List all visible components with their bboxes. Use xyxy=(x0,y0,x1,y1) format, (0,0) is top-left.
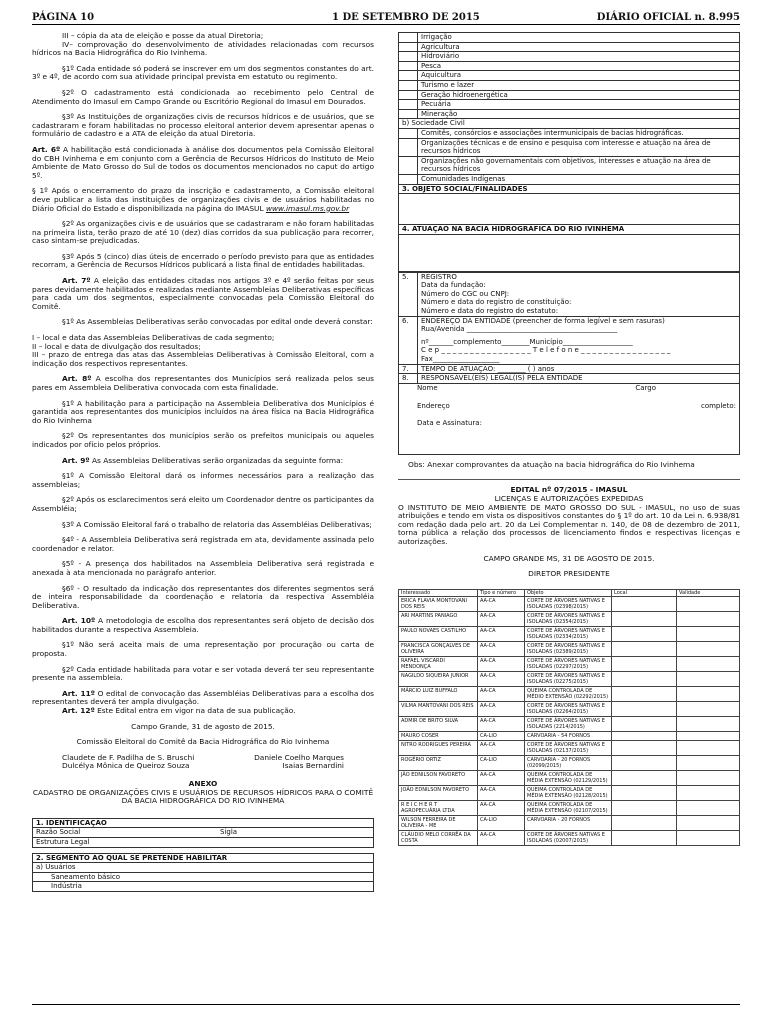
option-mineracao[interactable]: Mineração xyxy=(418,109,740,119)
annex-subtitle: CADASTRO DE ORGANIZAÇÕES CIVIS E USUÁRIOS DE RECURSOS HÍDRICOS PARA O COMITÊ DA BACIA HIDROGRÁFICA DO RIO IVINHEMA xyxy=(32,787,374,806)
table-cell: JOÃO EDNILSON FAVORETO xyxy=(399,785,478,800)
paragraph: IV– comprovação do desenvolvimento de atividades relacionadas com recursos hídricos na Bacia Hidrográfica do Rio Ivinhema. xyxy=(32,39,374,58)
table-cell xyxy=(677,815,740,830)
table-row xyxy=(399,716,740,731)
table-row xyxy=(399,701,740,716)
page-number: PÁGINA 10 xyxy=(32,12,95,23)
col-objeto: Objeto xyxy=(525,589,612,596)
table-cell xyxy=(612,671,677,686)
footer-rule xyxy=(32,1004,740,1005)
tempo-atuacao-field[interactable]: TEMPO DE ATUAÇÃO: ________ ( ) anos xyxy=(418,364,740,374)
table-cell: CARVOARIA - 20 FORNOS (02099/2015) xyxy=(525,755,612,770)
table-row xyxy=(399,656,740,671)
place-date: Campo Grande, 31 de agosto de 2015. xyxy=(131,721,275,731)
table-cell xyxy=(677,656,740,671)
table-cell: ADMIR DE BRITO SILVA xyxy=(399,716,478,731)
paragraph: §1º As Assembleias Deliberativas serão convocadas por edital onde deverá constar: xyxy=(62,317,373,327)
estrutura-legal-field[interactable]: Estrutura Legal xyxy=(33,837,374,847)
table-row xyxy=(399,815,740,830)
table-row xyxy=(399,785,740,800)
article-9: Art. 9º As Assembleias Deliberativas serão organizadas da seguinte forma: xyxy=(62,455,344,465)
paragraph: §1º Não será aceita mais de uma representação por procuração ou carta de proposta. xyxy=(32,640,374,659)
table-cell xyxy=(677,671,740,686)
paragraph: §2º Após os esclarecimentos será eleito um Coordenador dentre os participantes da Assembléia; xyxy=(32,495,374,513)
table-cell: CORTE DE ÁRVORES NATIVAS E ISOLADAS (02398/2015) xyxy=(525,596,612,611)
annex-title: ANEXO xyxy=(188,779,218,788)
option-irrigacao[interactable]: Irrigação xyxy=(418,33,740,43)
table-cell: AA-CA xyxy=(478,830,525,845)
article-11: Art. 11º O edital de convocação das Assembléias Deliberativas para a escolha dos representantes deverá ter ampla divulgação. xyxy=(32,688,374,707)
option-pesca[interactable]: Pesca xyxy=(418,61,740,71)
table-row xyxy=(399,731,740,740)
table-row xyxy=(399,830,740,845)
table-cell xyxy=(612,770,677,785)
edital-subtitle: LICENÇAS E AUTORIZAÇÕES EXPEDIDAS xyxy=(494,494,644,503)
paragraph: §4º - A Assembleia Deliberativa será registrada em ata, devidamente assinada pelo coordenador e relator. xyxy=(32,535,374,553)
article-12: Art. 12º Este Edital entra em vigor na data de sua publicação. xyxy=(62,706,296,716)
option-org-tecnicas[interactable]: Organizações técnicas e de ensino e pesquisa com interesse e atuação na área de recursos hídricos xyxy=(418,138,740,156)
paragraph: §2º As organizações civis e de usuários que se cadastraram e não foram habilitadas na primeira lista, terão prazo de até 10 (dez) dias corridos da sua publicação para recorrer, caso sintam-se prejudicadas. xyxy=(32,219,374,246)
endereco-block[interactable]: ENDEREÇO DA ENTIDADE (preencher de forma legível e sem rasuras) Rua/Avenida ___________________________________________ nº_______complemento________Município____________________ C e p _ _ _ _ _ _ _ _ _ _ _ _ _ _ _ _ T e l e f o n e _ _ _ _ _ _ _ _ _ _ _ _ _ _ _ _ Fax___________________ xyxy=(418,316,740,364)
table-cell: CORTE DE ÁRVORES NATIVAS E ISOLADAS (02007/2015) xyxy=(525,830,612,845)
licences-table xyxy=(398,589,740,846)
objeto-social-field[interactable] xyxy=(399,194,740,225)
list-item: III – prazo de entrega das atas das Assembleias Deliberativas à Comissão Eleitoral, com a indicação dos respectivos representantes. xyxy=(32,350,374,368)
table-cell xyxy=(677,626,740,641)
table-cell: CA-LIO xyxy=(478,815,525,830)
paragraph: §1º A habilitação para a participação na Assembleia Deliberativa dos Municípios é garantida aos representantes dos municípios incluídos na área física na Bacia Hidrográfica do Rio Ivinhema xyxy=(32,398,374,425)
table-cell xyxy=(612,596,677,611)
table-cell xyxy=(677,716,740,731)
table-cell: CORTE DE ÁRVORES NATIVAS E ISOLADAS (02264/2015) xyxy=(525,701,612,716)
table-cell: CARVOARIA - 20 FORNOS xyxy=(525,815,612,830)
paragraph: III – cópia da ata de eleição e posse da atual Diretoria; xyxy=(62,31,264,40)
table-cell xyxy=(677,641,740,656)
table-cell xyxy=(612,800,677,815)
option-saneamento[interactable]: Saneamento básico xyxy=(33,872,374,882)
option-aquicultura[interactable]: Aquicultura xyxy=(418,71,740,81)
table-cell xyxy=(612,830,677,845)
table-cell xyxy=(612,716,677,731)
table-row xyxy=(399,800,740,815)
registration-form-part-2 xyxy=(398,32,740,272)
table-cell: AA-CA xyxy=(478,611,525,626)
table-cell xyxy=(677,701,740,716)
edital-place-date: CAMPO GRANDE MS, 31 DE AGOSTO DE 2015. xyxy=(483,553,655,563)
article-7: Art. 7º A eleição das entidades citadas nos artigos 3º e 4º serão feitas por seus pares devidamente habilitados e realizadas mediante Assembleias Deliberativas específicas para cada um dos segmentos, especialmente convocadas pela Comissão Eleitoral do Comitê. xyxy=(32,276,374,311)
table-cell: AA-CA xyxy=(478,716,525,731)
paragraph: §1º Cada entidade só poderá se inscrever em um dos segmentos constantes do art. 3º e 4º, de acordo com sua atividade principal prevista em estatuto ou regimento. xyxy=(32,63,374,82)
table-cell xyxy=(677,800,740,815)
paragraph: §3º As Instituições de organizações civis de recursos hídricos e de usuários, que se cadastraram e foram habilitadas no processo eleitoral anterior devem apresentar apenas o formulário de cadastro e a ATA de eleição da atual Diretoria. xyxy=(32,112,374,139)
option-hidroviario[interactable]: Hidroviário xyxy=(418,52,740,62)
paragraph: §6º - O resultado da indicação dos representantes dos diferentes segmentos será de inteira responsabilidade da coordenação e relatoria da respectiva Assembléia Deliberativa. xyxy=(32,583,374,610)
commission-name: Comissão Eleitoral do Comitê da Bacia Hidrográfica do Rio Ivinhema xyxy=(76,737,330,747)
table-cell: FRANCISCA GONÇALVES DE OLIVEIRA xyxy=(399,641,478,656)
table-cell: AA-CA xyxy=(478,656,525,671)
responsavel-header: RESPONSÁVEL(EIS) LEGAL(IS) PELA ENTIDADE xyxy=(418,374,740,384)
civil-society-group: b) Sociedade Civil xyxy=(399,119,740,129)
table-cell xyxy=(612,611,677,626)
col-local: Local xyxy=(612,589,677,596)
edital-title: EDITAL nº 07/2015 - IMASUL xyxy=(510,485,628,495)
table-cell: AA-CA xyxy=(478,671,525,686)
table-cell: CA-LIO xyxy=(478,731,525,740)
edital-director: DIRETOR PRESIDENTE xyxy=(528,569,610,579)
registration-form-part-3: 5. REGISTRO Data da fundação: Número do CGC ou CNPJ: Número e data do registro de constituição: Número e data do registro do estatuto: 6. ENDEREÇO DA ENTIDADE (preencher de forma legível e sem rasuras) Rua/Avenida ___________________________________________ nº_______complemento________Município____________________ C e p _ _ _ _ _ _ _ _ _ _ _ _ _ _ _ _ T e l e f o n e _ _ _ _ _ _ _ _ _ _ _ _ _ _ _ _ Fax___________________ 7. TEMPO DE ATUAÇÃO: ________ ( ) anos 8. RESPONSÁVEL(EIS) LEGAL(IS) PELA ENTIDADE Nome Cargo Endereço completo: Data e Assinatura: xyxy=(398,272,740,455)
table-cell: CORTE DE ÁRVORES NATIVAS E ISOLADAS (2214/2015) xyxy=(525,716,612,731)
issue-date: 1 DE SETEMBRO DE 2015 xyxy=(332,12,480,23)
paragraph: §3º A Comissão Eleitoral fará o trabalho de relatoria das Assembléias Deliberativas; xyxy=(62,519,372,529)
option-industria[interactable]: Indústria xyxy=(33,882,374,892)
paragraph: §5º - A presença dos habilitados na Assembleia Deliberativa será registrada e anexada à ata mencionada no parágrafo anterior. xyxy=(32,559,374,577)
table-cell: QUEIMA CONTROLADA DE MÉDIA EXTENSÃO (02129/2015) xyxy=(525,770,612,785)
table-cell: QUEIMA CONTROLADA DE MÉDIO EXTENSÃO (02292/2015) xyxy=(525,686,612,701)
table-cell xyxy=(677,611,740,626)
article-6: Art. 6º A habilitação está condicionada à análise dos documentos pela Comissão Eleitoral do CBH Ivinhema e em conjunto com a Gerência de Recursos Hídricos do Instituto de Meio Ambiente de Mato Grosso do Sul de todos os documentos mencionados no caput do artigo 5º. xyxy=(32,144,374,180)
paragraph: §3º Após 5 (cinco) dias úteis de encerrado o período previsto para que as entidades recorram, a Gerência de Recursos Hídricos publicará a lista final de entidades habilitadas. xyxy=(32,251,374,270)
table-cell: RAFAEL VISCARDI MENDONÇA xyxy=(399,656,478,671)
table-cell xyxy=(677,770,740,785)
users-group: a) Usuários xyxy=(33,863,374,873)
option-geracao[interactable]: Geração hidroenergética xyxy=(418,90,740,100)
header-rule xyxy=(32,24,740,25)
table-cell xyxy=(612,731,677,740)
col-tipo: Tipo e número xyxy=(478,589,525,596)
section-atuacao: 4. ATUAÇÃO NA BACIA HIDROGRÁFICA DO RIO IVINHEMA xyxy=(399,225,740,235)
table-cell xyxy=(612,686,677,701)
table-cell xyxy=(612,701,677,716)
table-cell: CARVOARIA - 54 FORNOS xyxy=(525,731,612,740)
paragraph: §1º A Comissão Eleitoral dará os informes necessários para a realização das assembleias; xyxy=(32,471,374,489)
signatures-row-1: Claudete de F. Padilha de S. Bruschi Daniele Coelho Marques xyxy=(62,752,344,762)
table-cell xyxy=(677,830,740,845)
table-cell: CORTE DE ÁRVORES NATIVAS E ISOLADAS (02354/2015) xyxy=(525,611,612,626)
list-item: I – local e data das Assembleias Deliberativas de cada segmento; xyxy=(32,333,275,343)
razao-social-field[interactable]: Razão Social xyxy=(33,828,218,838)
table-row xyxy=(399,641,740,656)
table-cell: NAGILDO SIQUEIRA JUNIOR xyxy=(399,671,478,686)
table-cell: AA-CA xyxy=(478,596,525,611)
section-identification: 1. IDENTIFICAÇÃO xyxy=(33,818,374,828)
article-8: Art. 8º A escolha dos representantes dos Municípios será realizada pelos seus pares em Assembleia Deliberativa convocada com esta finalidade. xyxy=(32,374,375,392)
diario-number: DIÁRIO OFICIAL n. 8.995 xyxy=(596,12,740,23)
table-cell: CORTE DE ÁRVORES NATIVAS E ISOLADAS (02275/2015) xyxy=(525,671,612,686)
table-cell xyxy=(677,731,740,740)
table-cell: CA-LIO xyxy=(478,755,525,770)
right-column xyxy=(398,32,740,846)
option-agricultura[interactable]: Agricultura xyxy=(418,42,740,52)
col-interessado: Interessado xyxy=(399,589,478,596)
table-cell: ROGÉRIO ORTIZ xyxy=(399,755,478,770)
table-cell: AA-CA xyxy=(478,770,525,785)
table-row xyxy=(399,671,740,686)
table-cell xyxy=(677,740,740,755)
table-cell xyxy=(612,656,677,671)
sigla-field[interactable]: Sigla xyxy=(217,828,374,838)
observation: Obs: Anexar comprovantes da atuação na bacia hidrográfica do Rio Ivinhema xyxy=(408,459,695,469)
table-cell: CORTE DE ÁRVORES NATIVAS E ISOLADAS (02389/2015) xyxy=(525,641,612,656)
table-cell xyxy=(612,641,677,656)
table-cell: ARI MARTINS PANIAGO xyxy=(399,611,478,626)
table-cell: AA-CA xyxy=(478,800,525,815)
table-row xyxy=(399,626,740,641)
paragraph: §2º O cadastramento está condicionada ao recebimento pelo Central de Atendimento do Imasul em Campo Grande ou Escritório Regional do Imasul em Dourados. xyxy=(32,87,374,106)
table-cell: R E I C H E R T AGROPECUÁRIA LTDA xyxy=(399,800,478,815)
option-pecuaria[interactable]: Pecuária xyxy=(418,100,740,110)
table-row xyxy=(399,596,740,611)
table-cell xyxy=(612,626,677,641)
table-row xyxy=(399,755,740,770)
col-validade: Validade xyxy=(677,589,740,596)
atuacao-field[interactable] xyxy=(399,234,740,271)
table-cell: JÃO EDNILSON FAVORETO xyxy=(399,770,478,785)
registro-block[interactable]: REGISTRO Data da fundação: Número do CGC ou CNPJ: Número e data do registro de constituição: Número e data do registro do estatuto: xyxy=(418,272,740,316)
table-cell: MAURO COSER xyxy=(399,731,478,740)
table-cell: ERICA FLAVIA MONTOVANI DOS REIS xyxy=(399,596,478,611)
table-cell: AA-CA xyxy=(478,626,525,641)
table-cell: AA-CA xyxy=(478,785,525,800)
table-cell: WILSON FERREIRA DE OLIVEIRA - ME xyxy=(399,815,478,830)
table-row xyxy=(399,611,740,626)
table-cell: CLÁUDIO MELO CORRÊA DA COSTA xyxy=(399,830,478,845)
paragraph: § 1º Após o encerramento do prazo da inscrição e cadastramento, a Comissão eleitoral deve publicar a lista das instituições de organizações civis e de usuários habilitadas no Diário Oficial do Estado e disponibilizada na página do IMASUL www.imasul.ms.gov.br xyxy=(32,186,374,213)
table-row xyxy=(399,686,740,701)
table-cell xyxy=(677,596,740,611)
table-cell xyxy=(677,755,740,770)
registration-form-part-1 xyxy=(32,818,374,892)
table-cell: CORTE DE ÁRVORES NATIVAS E ISOLADAS (02297/2015) xyxy=(525,656,612,671)
edital-body: O INSTITUTO DE MEIO AMBIENTE DE MATO GROSSO DO SUL - IMASUL, no uso de suas atribuições e tendo em vista os dispositivos constantes do § 1º do art. 10 da Lei n. 6.938/81 com redação dada pelo art. 20 da Lei Complementar n. 140, de 08 de dezembro de 2011, torna pública a relação dos processos de licenciamento findos e respectivas licenças e autorizações. xyxy=(398,502,740,546)
table-cell xyxy=(677,686,740,701)
option-turismo[interactable]: Turismo e lazer xyxy=(418,80,740,90)
table-cell: NITRO RODRIGUES PEREIRA xyxy=(399,740,478,755)
paragraph: §2º Os representantes dos municípios serão os prefeitos municipais ou aqueles indicados por ofício pelos próprios. xyxy=(32,431,374,449)
signatures-row-2: Dulcélya Mônica de Queiroz Souza Isaias Bernardini xyxy=(62,761,344,771)
option-ongs[interactable]: Organizações não governamentais com objetivos, interesses e atuação na área de recursos hídricos xyxy=(418,156,740,174)
left-column xyxy=(32,32,374,892)
table-cell xyxy=(677,785,740,800)
table-cell: PAULO NOVAES CASTILHO xyxy=(399,626,478,641)
table-cell: AA-CA xyxy=(478,701,525,716)
imasul-link[interactable]: www.imasul.ms.gov.br xyxy=(265,203,350,213)
option-comites[interactable]: Comitês, consórcios e associações intermunicipais de bacias hidrográficas. xyxy=(418,128,740,138)
option-indigenas[interactable]: Comunidades Indígenas xyxy=(418,174,740,184)
list-item: II – local e data de divulgação dos resultados; xyxy=(32,341,201,351)
table-cell: QUEIMA CONTROLADA DE MÉDIA EXTENSÃO (02107/2015) xyxy=(525,800,612,815)
table-cell: AA-CA xyxy=(478,686,525,701)
table-cell xyxy=(612,755,677,770)
table-row xyxy=(399,740,740,755)
article-10: Art. 10º A metodologia de escolha dos representantes será objeto de decisão dos habilitados durante a respectiva Assembleia. xyxy=(32,616,374,634)
table-cell xyxy=(612,785,677,800)
table-row xyxy=(399,770,740,785)
table-cell: AA-CA xyxy=(478,740,525,755)
table-cell: AA-CA xyxy=(478,641,525,656)
responsavel-block[interactable]: Nome Cargo Endereço completo: Data e Assinatura: xyxy=(399,383,740,454)
table-cell: CORTE DE ÁRVORES NATIVAS E ISOLADAS (02137/2015) xyxy=(525,740,612,755)
table-cell xyxy=(612,740,677,755)
paragraph: §2º Cada entidade habilitada para votar e ser votada deverá ter seu representante presente na assembleia. xyxy=(32,664,374,683)
table-cell: MÁRCIO LUIZ BUFFALO xyxy=(399,686,478,701)
section-segment: 2. SEGMENTO AO QUAL SE PRETENDE HABILITAR xyxy=(33,853,374,863)
section-objeto-social: 3. OBJETO SOCIAL/FINALIDADES xyxy=(399,184,740,194)
table-cell xyxy=(612,815,677,830)
table-cell: QUEIMA CONTROLADA DE MÉDIA EXTENSÃO (02128/2015) xyxy=(525,785,612,800)
table-cell: CORTE DE ÁRVORES NATIVAS E ISOLADAS (02334/2015) xyxy=(525,626,612,641)
table-cell: VILMA MANTOVANI DOS REIS xyxy=(399,701,478,716)
